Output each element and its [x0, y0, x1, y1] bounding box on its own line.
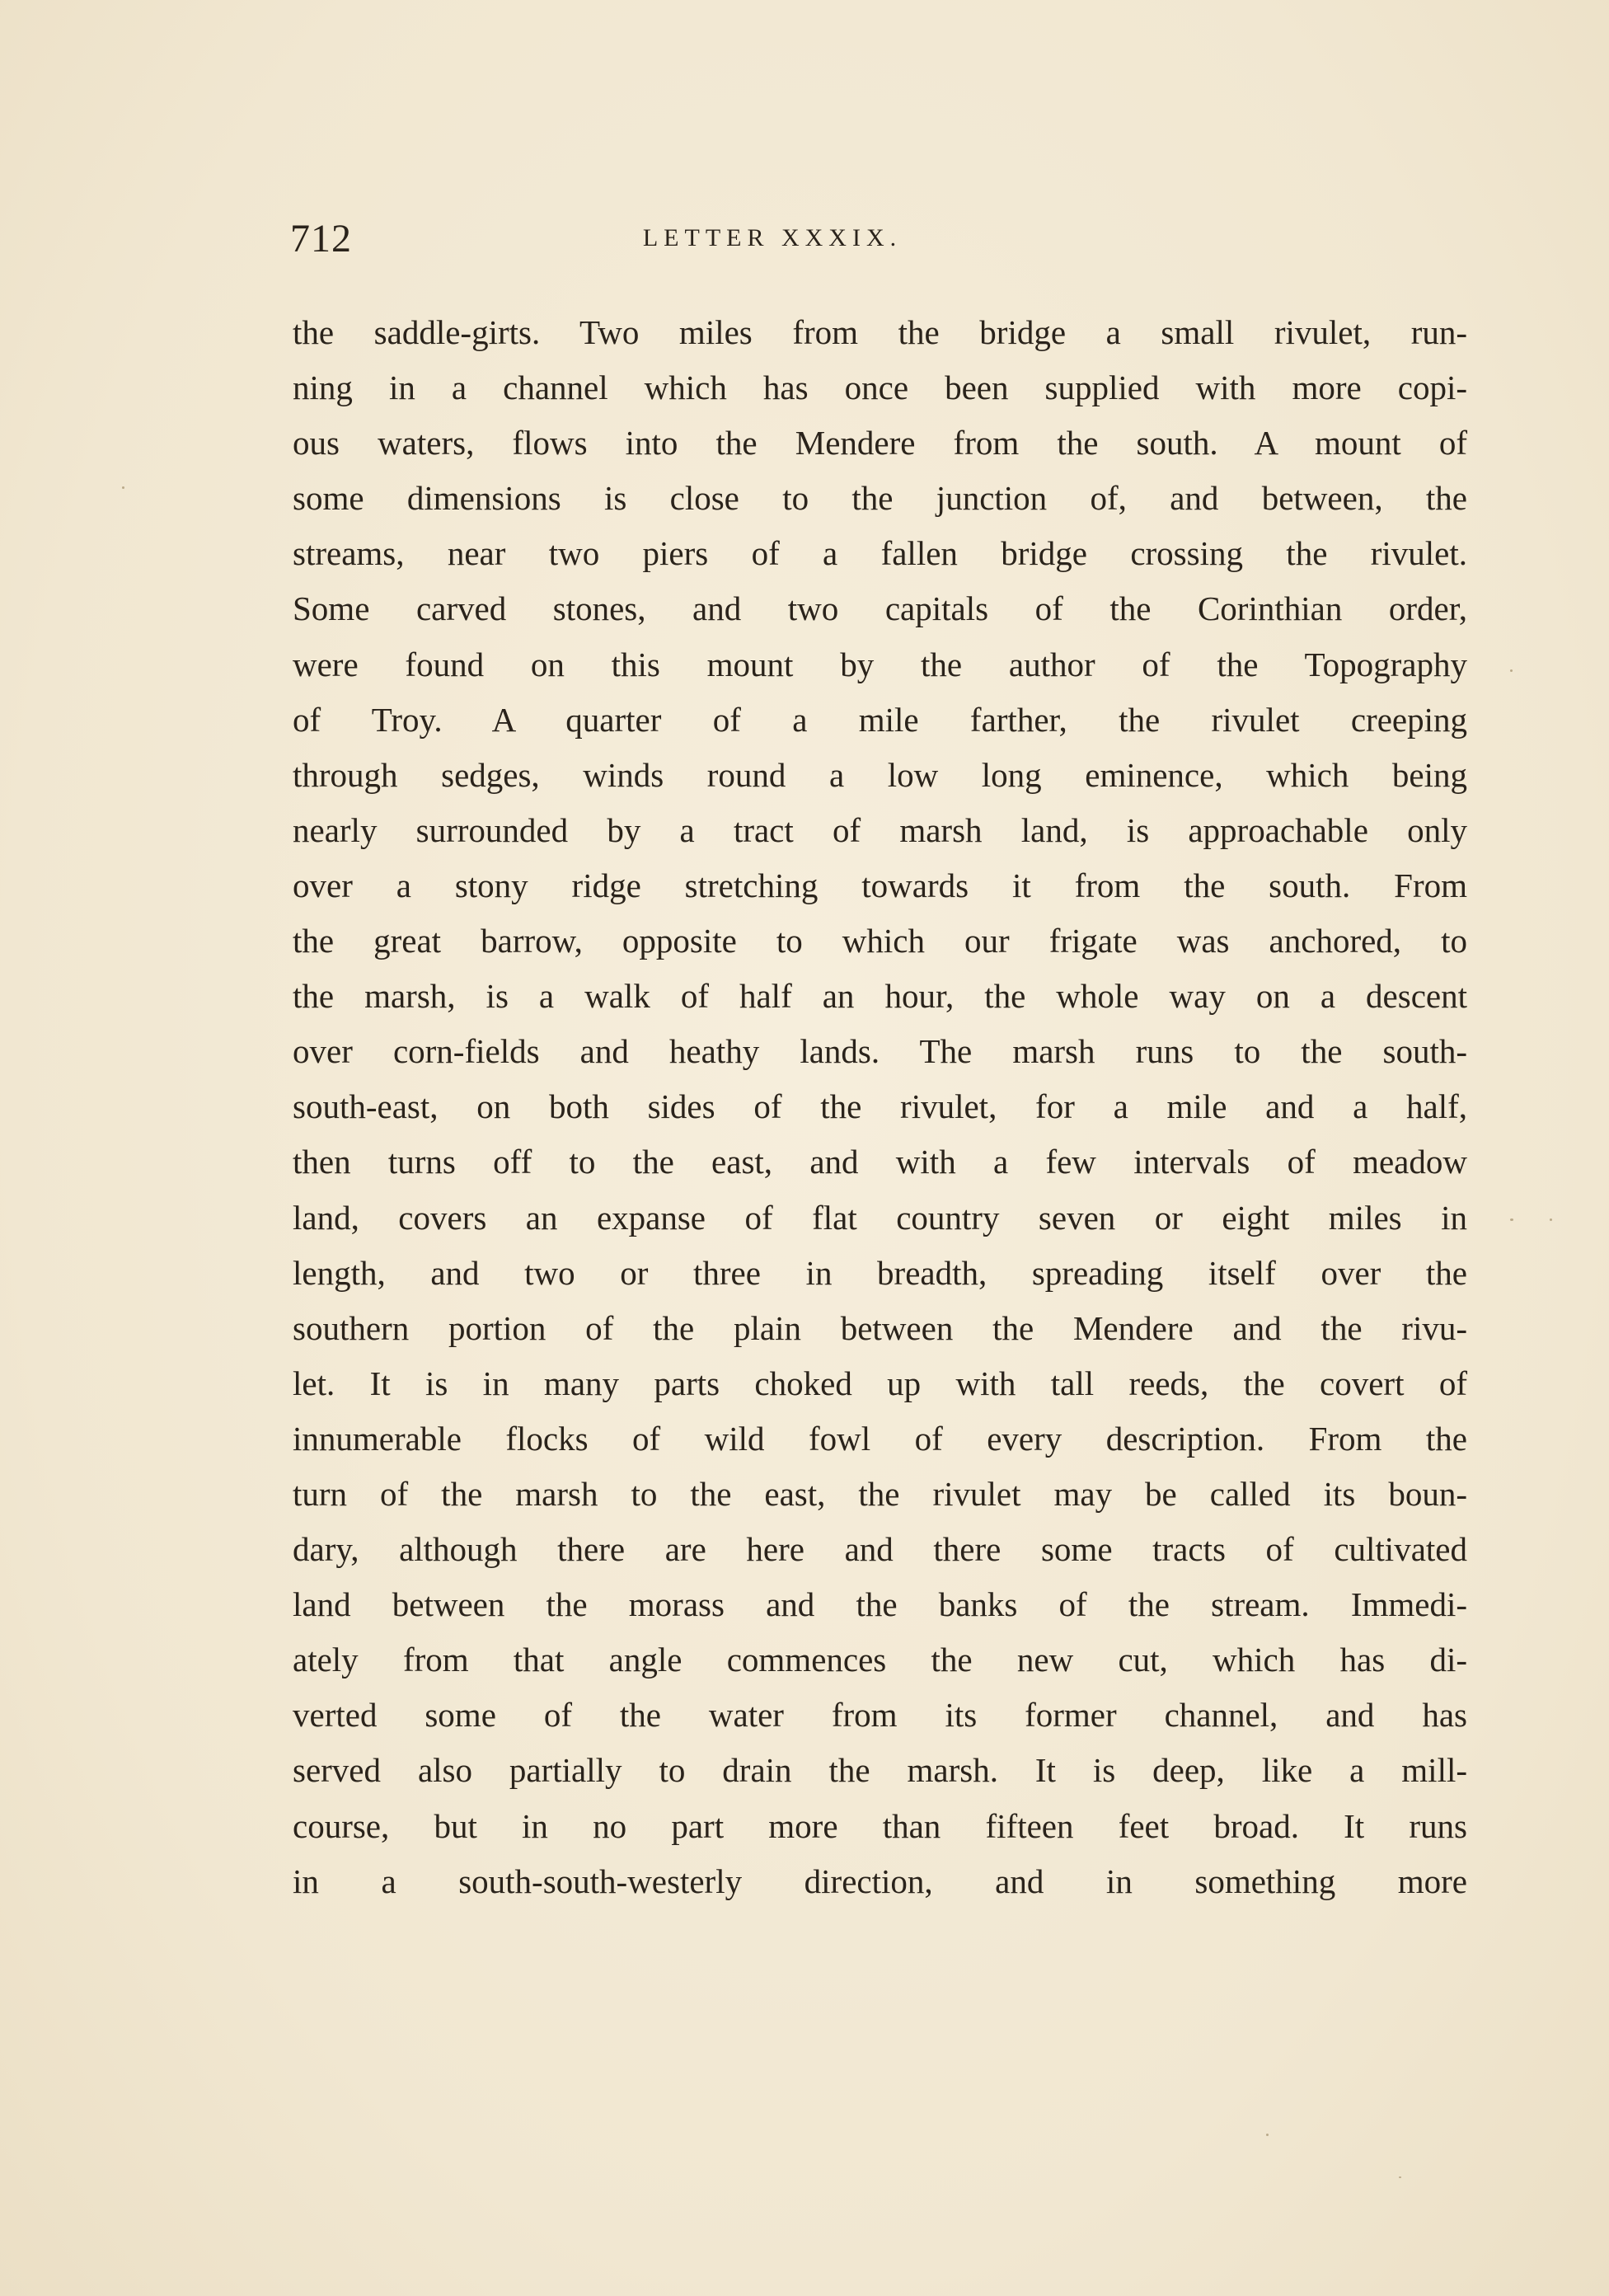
text-line: length, and two or three in breadth, spreading itself over the [293, 1253, 1467, 1292]
text-line: over a stony ridge stretching towards it from the south. From [293, 866, 1467, 904]
text-line: of Troy. A quarter of a mile farther, the rivulet creeping [293, 700, 1467, 739]
paper-speck [1550, 1218, 1552, 1221]
paper-speck [1399, 2176, 1401, 2178]
paper-speck [122, 486, 124, 489]
text-line: then turns off to the east, and with a few intervals of meadow [293, 1143, 1467, 1181]
text-line: the marsh, is a walk of half an hour, the whole way on a descent [293, 977, 1467, 1016]
text-line: ately from that angle commences the new cut, which has di- [293, 1641, 1467, 1679]
text-line: south-east, on both sides of the rivulet, for a mile and a half, [293, 1087, 1467, 1126]
text-line: the saddle-girts. Two miles from the bridge a small rivulet, run- [293, 313, 1467, 351]
text-line: dary, although there are here and there some tracts of cultivated [293, 1530, 1467, 1569]
text-line: verted some of the water from its former channel, and has [293, 1696, 1467, 1735]
text-line: turn of the marsh to the east, the rivulet may be called its boun- [293, 1474, 1467, 1513]
text-line: streams, near two piers of a fallen bridge crossing the rivulet. [293, 534, 1467, 573]
text-line: over corn-fields and heathy lands. The marsh runs to the south- [293, 1032, 1467, 1071]
text-line: let. It is in many parts choked up with tall reeds, the covert of [293, 1364, 1467, 1402]
text-line: served also partially to drain the marsh. It is deep, like a mill- [293, 1751, 1467, 1790]
text-line: southern portion of the plain between the Mendere and the rivu- [293, 1308, 1467, 1347]
text-line: land, covers an expanse of flat country seven or eight miles in [293, 1198, 1467, 1237]
text-line: in a south-south-westerly direction, and in something more [293, 1862, 1467, 1900]
text-line: the great barrow, opposite to which our frigate was anchored, to [293, 922, 1467, 960]
running-head [290, 216, 1461, 265]
text-line: nearly surrounded by a tract of marsh land, is approachable only [293, 810, 1467, 849]
paper-speck [1510, 1218, 1513, 1221]
body-text [293, 305, 1467, 1909]
text-line: land between the morass and the banks of the stream. Immedi- [293, 1585, 1467, 1624]
page-number: 712 [290, 217, 352, 261]
paper-speck [1510, 669, 1513, 672]
text-line: innumerable flocks of wild fowl of every description. From the [293, 1419, 1467, 1458]
text-line: through sedges, winds round a low long eminence, which being [293, 755, 1467, 794]
text-line: course, but in no part more than fifteen feet broad. It runs [293, 1806, 1467, 1845]
text-line: ous waters, flows into the Mendere from the south. A mount of [293, 424, 1467, 462]
text-line: were found on this mount by the author of the Topography [293, 645, 1467, 683]
text-line: Some carved stones, and two capitals of the Corinthian order, [293, 589, 1467, 628]
letter-title: LETTER XXXIX. [642, 224, 903, 251]
text-line: ning in a channel which has once been supplied with more copi- [293, 369, 1467, 407]
paper-speck [1266, 2134, 1269, 2136]
text-line: some dimensions is close to the junction of, and between, the [293, 479, 1467, 518]
